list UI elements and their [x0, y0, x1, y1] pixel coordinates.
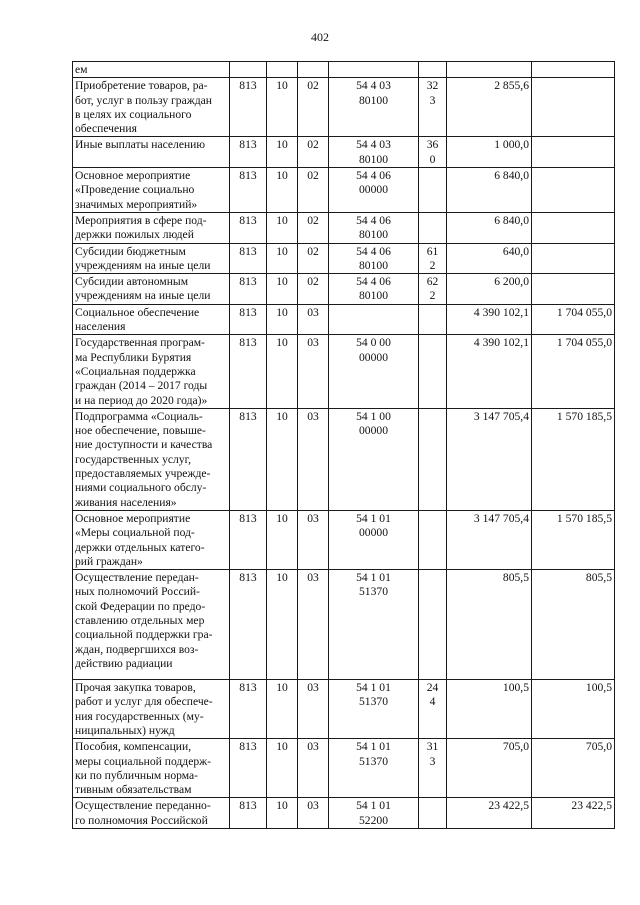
table-row	[73, 408, 615, 510]
row-name-cell: Приобретение товаров, ра- бот, услуг в пользу граждан в целях их социального обеспечения	[73, 78, 230, 137]
budget-table	[72, 61, 615, 829]
amount-2016-cell: 3 147 705,4	[447, 510, 532, 569]
row-name-cell: ем	[73, 62, 230, 78]
target-article-cell: 54 1 01 52200	[329, 798, 419, 829]
row-name-cell: Подпрограмма «Социаль- ное обеспечение, повыше- ние доступности и качества государственных услуг, предоставляемых учрежде- ниями социального обслу- живания населения»	[73, 408, 230, 510]
target-article-cell: 54 1 01 00000	[329, 510, 419, 569]
amount-federal-cell: 1 704 055,0	[532, 335, 615, 408]
table-row	[73, 510, 615, 569]
subsection-code-cell: 03	[298, 798, 329, 829]
table-row	[73, 243, 615, 274]
subsection-code-cell: 02	[298, 243, 329, 274]
expense-type-cell	[419, 510, 447, 569]
subsection-code-cell: 03	[298, 739, 329, 798]
target-article-cell: 54 1 01 51370	[329, 570, 419, 680]
row-name-cell: Мероприятия в сфере под- держки пожилых людей	[73, 212, 230, 243]
amount-federal-cell: 1 704 055,0	[532, 304, 615, 335]
subsection-code-cell: 02	[298, 137, 329, 168]
expense-type-cell	[419, 798, 447, 829]
target-article-cell: 54 4 03 80100	[329, 78, 419, 137]
table-row	[73, 212, 615, 243]
expense-type-cell	[419, 335, 447, 408]
row-name-cell: Основное мероприятие «Меры социальной под- держки отдельных катего- рий граждан»	[73, 510, 230, 569]
amount-2016-cell: 6 200,0	[447, 274, 532, 305]
target-article-cell	[329, 304, 419, 335]
section-code-cell	[267, 62, 298, 78]
expense-type-cell	[419, 304, 447, 335]
section-code-cell: 10	[267, 137, 298, 168]
ministry-code-cell: 813	[230, 510, 267, 569]
ministry-code-cell: 813	[230, 168, 267, 213]
row-name-cell: Социальное обеспечение населения	[73, 304, 230, 335]
subsection-code-cell	[298, 62, 329, 78]
amount-2016-cell: 4 390 102,1	[447, 304, 532, 335]
target-article-cell: 54 4 06 00000	[329, 168, 419, 213]
target-article-cell: 54 1 01 51370	[329, 739, 419, 798]
ministry-code-cell: 813	[230, 78, 267, 137]
table-row	[73, 304, 615, 335]
expense-type-cell	[419, 212, 447, 243]
expense-type-cell: 31 3	[419, 739, 447, 798]
amount-federal-cell	[532, 62, 615, 78]
amount-federal-cell	[532, 243, 615, 274]
ministry-code-cell: 813	[230, 739, 267, 798]
row-name-cell: Основное мероприятие «Проведение социально значимых мероприятий»	[73, 168, 230, 213]
amount-2016-cell: 2 855,6	[447, 78, 532, 137]
section-code-cell: 10	[267, 304, 298, 335]
target-article-cell: 54 1 01 51370	[329, 680, 419, 739]
amount-2016-cell: 805,5	[447, 570, 532, 680]
section-code-cell: 10	[267, 243, 298, 274]
page-number: 402	[311, 30, 329, 44]
amount-federal-cell	[532, 137, 615, 168]
section-code-cell: 10	[267, 78, 298, 137]
table-row	[73, 168, 615, 213]
section-code-cell: 10	[267, 408, 298, 510]
subsection-code-cell: 02	[298, 78, 329, 137]
table-row	[73, 798, 615, 829]
subsection-code-cell: 02	[298, 212, 329, 243]
ministry-code-cell: 813	[230, 798, 267, 829]
target-article-cell	[329, 62, 419, 78]
amount-2016-cell: 6 840,0	[447, 212, 532, 243]
expense-type-cell: 32 3	[419, 78, 447, 137]
amount-2016-cell: 6 840,0	[447, 168, 532, 213]
ministry-code-cell: 813	[230, 243, 267, 274]
target-article-cell: 54 0 00 00000	[329, 335, 419, 408]
section-code-cell: 10	[267, 798, 298, 829]
ministry-code-cell: 813	[230, 137, 267, 168]
subsection-code-cell: 03	[298, 680, 329, 739]
target-article-cell: 54 4 03 80100	[329, 137, 419, 168]
row-name-cell: Прочая закупка товаров, работ и услуг для обеспече- ния государственных (му- ниципальных) нужд	[73, 680, 230, 739]
table-row	[73, 570, 615, 680]
row-name-cell: Государственная програм- ма Республики Бурятия «Социальная поддержка граждан (2014 – 2017 годы и на период до 2020 года)»	[73, 335, 230, 408]
table-row	[73, 739, 615, 798]
subsection-code-cell: 03	[298, 304, 329, 335]
table-row	[73, 335, 615, 408]
table-row	[73, 680, 615, 739]
expense-type-cell: 62 2	[419, 274, 447, 305]
section-code-cell: 10	[267, 212, 298, 243]
section-code-cell: 10	[267, 680, 298, 739]
subsection-code-cell: 03	[298, 510, 329, 569]
amount-2016-cell: 100,5	[447, 680, 532, 739]
section-code-cell: 10	[267, 168, 298, 213]
expense-type-cell: 24 4	[419, 680, 447, 739]
row-name-cell: Осуществление переданно- го полномочия Российской	[73, 798, 230, 829]
ministry-code-cell: 813	[230, 408, 267, 510]
amount-federal-cell: 705,0	[532, 739, 615, 798]
table-row	[73, 274, 615, 305]
amount-federal-cell: 1 570 185,5	[532, 510, 615, 569]
ministry-code-cell: 813	[230, 680, 267, 739]
target-article-cell: 54 1 00 00000	[329, 408, 419, 510]
section-code-cell: 10	[267, 570, 298, 680]
amount-federal-cell	[532, 168, 615, 213]
amount-2016-cell: 4 390 102,1	[447, 335, 532, 408]
amount-federal-cell: 23 422,5	[532, 798, 615, 829]
subsection-code-cell: 02	[298, 168, 329, 213]
section-code-cell: 10	[267, 335, 298, 408]
amount-federal-cell	[532, 274, 615, 305]
amount-2016-cell: 1 000,0	[447, 137, 532, 168]
budget-table-body	[73, 62, 615, 829]
subsection-code-cell: 03	[298, 408, 329, 510]
table-row	[73, 62, 615, 78]
ministry-code-cell: 813	[230, 335, 267, 408]
amount-2016-cell	[447, 62, 532, 78]
ministry-code-cell: 813	[230, 570, 267, 680]
section-code-cell: 10	[267, 510, 298, 569]
ministry-code-cell: 813	[230, 212, 267, 243]
amount-2016-cell: 23 422,5	[447, 798, 532, 829]
amount-2016-cell: 640,0	[447, 243, 532, 274]
expense-type-cell	[419, 570, 447, 680]
section-code-cell: 10	[267, 739, 298, 798]
amount-federal-cell	[532, 78, 615, 137]
expense-type-cell	[419, 62, 447, 78]
expense-type-cell: 36 0	[419, 137, 447, 168]
subsection-code-cell: 03	[298, 335, 329, 408]
amount-2016-cell: 705,0	[447, 739, 532, 798]
target-article-cell: 54 4 06 80100	[329, 212, 419, 243]
section-code-cell: 10	[267, 274, 298, 305]
amount-federal-cell	[532, 212, 615, 243]
ministry-code-cell: 813	[230, 274, 267, 305]
expense-type-cell	[419, 168, 447, 213]
amount-federal-cell: 805,5	[532, 570, 615, 680]
table-row	[73, 78, 615, 137]
row-name-cell: Пособия, компенсации, меры социальной поддерж- ки по публичным норма- тивным обязательствам	[73, 739, 230, 798]
row-name-cell: Иные выплаты населению	[73, 137, 230, 168]
table-row	[73, 137, 615, 168]
amount-federal-cell: 1 570 185,5	[532, 408, 615, 510]
subsection-code-cell: 02	[298, 274, 329, 305]
ministry-code-cell	[230, 62, 267, 78]
expense-type-cell: 61 2	[419, 243, 447, 274]
amount-2016-cell: 3 147 705,4	[447, 408, 532, 510]
ministry-code-cell: 813	[230, 304, 267, 335]
row-name-cell: Субсидии бюджетным учреждениям на иные цели	[73, 243, 230, 274]
target-article-cell: 54 4 06 80100	[329, 243, 419, 274]
expense-type-cell	[419, 408, 447, 510]
amount-federal-cell: 100,5	[532, 680, 615, 739]
row-name-cell: Субсидии автономным учреждениям на иные цели	[73, 274, 230, 305]
row-name-cell: Осуществление передан- ных полномочий Россий- ской Федерации по предо- ставлению отдельных мер социальной поддержки гра- ждан, подвергшихся воз- действию радиации	[73, 570, 230, 680]
target-article-cell: 54 4 06 80100	[329, 274, 419, 305]
subsection-code-cell: 03	[298, 570, 329, 680]
